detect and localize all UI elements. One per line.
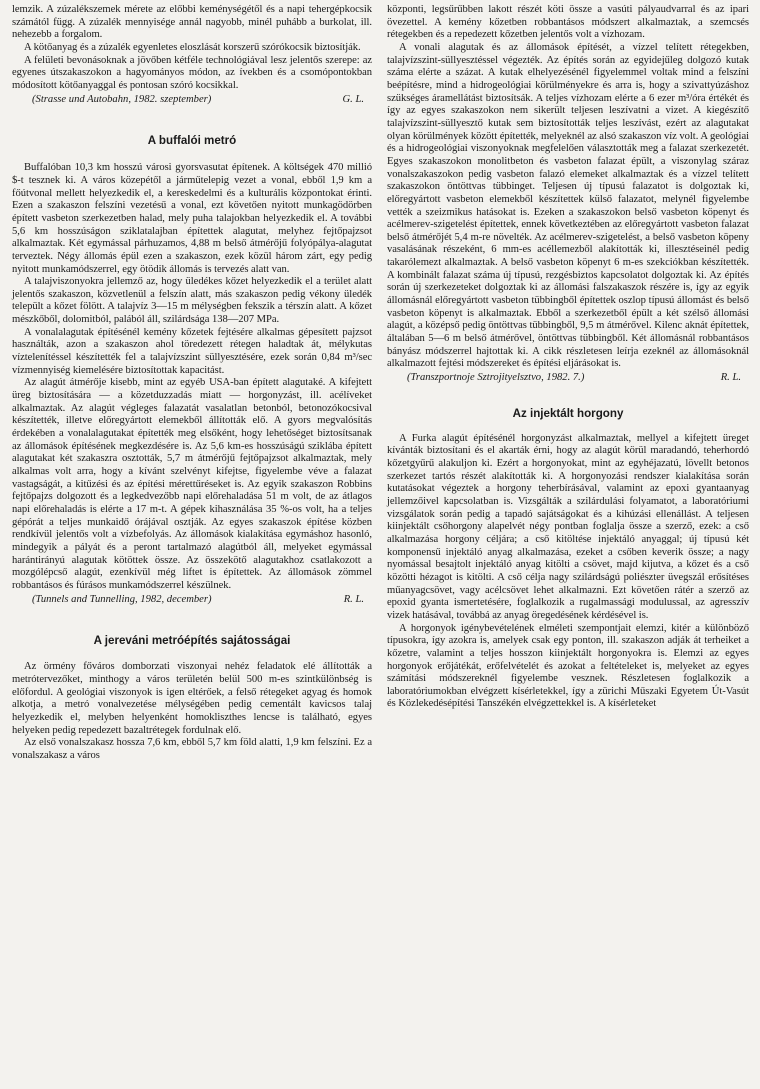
citation-author: R. L. <box>720 372 741 384</box>
citation-text: (Transzportnoje Sztrojityelsztvo, 1982. 7.) <box>407 372 585 384</box>
paragraph: központi, legsűrűbben lakott részét köti össze a vasúti pályaudvarral és az ipari övezettel. A kemény kőzetben robbantásos módszert alkalmaztak, a szemcsés rétegekben és a repedezett kőzetben jelentős volt a vízhozam. <box>387 4 749 41</box>
right-column <box>387 4 749 711</box>
paragraph: A horgonyok igénybevételének elméleti szempontjait elemzi, kitér a különböző típusokra, így azokra is, amelyek csak egy ponton, ill. szakaszon adják át terheiket a kőzetre, valamint a teljes hosszon kiinjektált horgonyokra is. Elemzi az egyes horgonyok erőjátékát, erőfelvételét és azokat a feltételeket is, melyeket az egyes számítási módszereknél figyelembe vesznek. Részletesen foglalkozik a laboratóriumokban elvégzett kísérletekkel, így a zürichi Műszaki Egyetem Út-Vasút és Közlekedésépítési Tanszékén elvégzettekkel is. A kísérleteket <box>387 622 749 710</box>
paragraph: A vonali alagutak és az állomások építését, a vízzel telített rétegekben, talajvízszint-süllyesztéssel végezték. Az építés során az egyidejűleg dolgozó kutak száma elérte a százat. A kutak elhelyezésénél figyelemmel voltak mind a felszíni beépítésre, mind a hidrogeológiai körülményekre és arra is, hogy a szivattyúzáshoz szükséges áramellátást biztosítsák. A teljes vízhozam elérte a 6 ezer m³/óra értékét és így az egyes szakaszokon nem sikerült teljesen leszívatni a vizet. A kiegészítő talajvízszint-süllyesztő kutak sem biztosították teljes leszívást, ezért az alagutakat olyan körülmények között építették, melyeknél az alsó szakaszon víz volt. A geológiai és a hidrogeológiai viszonyoknak megfelelően választották meg a falazat szerkezetét. Egyes szakaszokon monolitbeton és vasbeton falazat épült, a viszonylag száraz vonalszakaszokon pedig vasbeton falazó elemeket alkalmaztak és a vízzel telített szakaszokon öntöttvas tübbinget. Teljesen új típusú falazatot is dolgoztak ki, előregyártott vasbeton elemekből készítettek külső falazatot, melynél figyelembe vették a szeizmikus hatásokat is. Ezeken a szakaszokon belső vasbeton köpenyt és acélmerev-szigetelést építettek, ennek következtében az előregyártott vasbeton falazat belső átmérőjét 5,4 m-re növelték. Az acélmerev-szigetelést, a belső vasbeton köpeny vasalásának részeként, 6 mm-es acéllemezből alakították ki, illesztéseinél pedig takarólemezt alkalmaztak. A belső vasbeton köpenyt 6 m-es szekciókban készítették. A kombinált falazat száma új típusú, rezgésbiztos kapcsolatot dolgoztak ki. Az építés során új szerkezeteket dolgoztak ki az állomási falszakaszok részére is, így az egyik állomásnál előregyártott vasbeton tübbingből építettek oszlop típusú állomást és belső vasbeton köpenyt is alkalmaztak. Ebből a szerkezetből épült a két szélső állomási alagút, a középső pedig öntöttvas tübbingből, 9,5 m átmérővel. Kilenc aknát építettek, általában 5—6 m belső átmérővel, öntöttvas tübbingből. Két állomásnál robbantásos bányász módszerrel hajtottak ki. A cikk részletesen leírja ezeknél az állomásoknál alkalmazott fejtési módszereket és építési eljárásokat is. <box>387 41 749 370</box>
paragraph: Az első vonalszakasz hossza 7,6 km, ebből 5,7 km föld alatti, 1,9 km felszíni. Ez a vonalszakasz a város <box>12 737 372 761</box>
article-heading-buffalo: A buffalói metró <box>147 134 237 148</box>
paragraph: A vonalalagutak építésénél kemény kőzetek fejtésére alkalmas gépesített pajzsot használták, azon a szakaszon ahol töredezett rétegen haladtak át, mélykutas víztelenítéssel készítették fel a talajvízszint süllyesztésére, ezek során 0,84 m³/sec vízmennyiség kiemelésére biztosítottak kapacitást. <box>12 326 372 376</box>
article-heading-jerevan: A jereváni metróépítés sajátosságai <box>93 634 291 648</box>
source-citation <box>12 594 372 607</box>
source-citation <box>387 372 749 385</box>
citation-author: G. L. <box>342 93 364 105</box>
citation-text: (Strasse und Autobahn, 1982. szeptember) <box>32 93 212 105</box>
paragraph: A kötőanyag és a zúzalék egyenletes eloszlását korszerű szórókocsik biztosítják. <box>24 41 361 53</box>
paragraph: A Furka alagút építésénél horgonyzást alkalmaztak, mellyel a kifejtett üreget kívánták biztosítani és el akarták érni, hogy az alagút körül maradandó, teherhordó kőzetgyűrű alakuljon ki. Ezért a horgonyokat, mint az egyhéjazatú, lövellt betonos szerkezet tartós részét alakították ki. A horgonyozási rendszer kialakítása során kutatásokat végeztek a horgony teherbírásával, valamint az epoxi gyantaanyag jellemzőivel kapcsolatban is. Vizsgálták a szilárdulási folyamatot, a laboratóriumi vizsgálatok során pedig a tapadó sajátságokat és a kihúzási ellenállást. A teljesen kiinjektált csőhorgony alapelvét négy pontban foglalja össze a szerző, ezek: a cső alkalmazása horgony céljára; a cső kitöltése injektáló anyaggal; új típusú két komponensű injektáló anyag alkalmazása, ezeket a csőben keverik össze; a nagy nyomással besajtolt injektáló anyag kitölti a csövet, majd kijutva, a kőzet és a cső közötti hézagot is kitölti. A cső célja nagy szilárdságú poliészter üvegszál erősítéses műanyagcsövet, vagy acélcsövet lehet alkalmazni. Ezt követően rátér a szerző az epoxid gyanta ismertetésére, foglalkozik a rugalmassági modulussal, az agresszív vizek hatásával, továbbá az anyag öregedésének kérdésével is. <box>387 432 749 621</box>
paragraph: lemzik. A zúzalékszemek mérete az előbbi keménységétől és a napi tehergépkocsik számától függ. A zúzalék mennyisége annál nagyobb, minél puhább a burkolat, ill. nehezebb a forgalom. <box>12 4 372 41</box>
source-citation <box>12 94 372 107</box>
article-heading-horgony: Az injektált horgony <box>512 406 624 420</box>
paragraph: Az alagút átmérője kisebb, mint az egyéb USA-ban épített alagutaké. A kifejtett üreg biztosítására — a közetduzzadás miatt — horgonyzást, ill. acélíveket alkalmaztak. Az alagút végleges falazatát vasalatlan betonból, betonozókocsival készítették, illetve előregyártott elemekből állították elő. A gyors megvalósítás érdekében a vonalalagutakat építették meg elsőként, hogy lehetőséget biztosítsanak az állomások építésének megkezdésére is. Az 5,6 km-es hosszúságú sziklába épített alagutakat két szakaszra osztották, 5,7 m átmérőjű fejtőpajzsot alkalmaztak, mely alkalmas volt arra, hogy a kívánt szelvényt kifejtse, figyelembe véve a falazat vastagságát, a kitűzési és az építési mérettűréseket is. Az egyik szakaszon Robbins fejtőpajzs dolgozott és a legkedvezőbb napi előrehaladása 51 m volt, de az átlagos napi előrehaladás is elérte a 17 m-t. A gépek kihasználása 35 %-os volt, ha a teljes gépórát a teljes munkaidő órájával osztják. Az egyes szakaszok építése közben rendkívül jelentős volt a vízbefolyás. Az állomások kialakítása egymáshoz hasonló, mindegyik a pályát és a peront tartalmazó alagútból áll, melyeket egymással harántirányú alagutak kötöttek össze. Az összekötő alagutakhoz csatlakozott a mozgólépcső alagút, ezenkívül még liftet is építettek. Az állomások zömmel robbantásos és fúrásos munkamódszerrel készülnek. <box>12 377 372 591</box>
paragraph: Az örmény főváros domborzati viszonyai nehéz feladatok elé állították a metrótervezőket, minthogy a város területén belül 500 m-es szintkülönbség is előfordul. A geológiai viszonyok is igen eltérőek, a felső rétegeket agyag és homok alkotja, a metró vonalvezetése mélységében pedig cementált kavicsos talaj helyezkedik el, melyben helyenként homokliszthes lencse is található, egyes helyeken pedig repedezett bazaltrétegek fordulnak elő. <box>12 661 372 736</box>
paragraph: Buffalóban 10,3 km hosszú városi gyorsvasutat építenek. A költségek 470 millió $-t tesznek ki. A város közepétől a járműtelepig vezet a vonal, ebből 1,9 km a főútvonal mellett helyezkedik el, a kereskedelmi és a kulturális központokat érinti. Ezen a szakaszon felszíni vezetésű a vonal, ezt követően nyitott munkagödörben épített vasbeton szerkezetben halad, mely puha talajokban helyezkedik el. A további 5,6 km hosszúságon sziklatalajban építettek alagutat, melyhez fejtőpajzsot alkalmaztak. Két egymással párhuzamos, 4,88 m belső átmérőjű folyópálya-alagutat terveztek. Négy állomás épül ezen a szakaszon, ezek közül három zárt, egy pedig nyitott munkamódszerrel, egy ötödik állomás is tervezés alatt van. <box>12 162 372 275</box>
paragraph: A talajviszonyokra jellemző az, hogy üledékes kőzet helyezkedik el a terület alatt jelentős szakaszon, közvetlenül a felszín alatt, más szakaszon pedig vékony üledék települt a kőzet fölött. A talajvíz 3—15 m mélységben fekszik a térszín alatt. A kőzet mészkőből, dolomitból, palából áll, szilárdsága 138—207 MPa. <box>12 276 372 326</box>
citation-author: R. L. <box>343 593 364 605</box>
citation-text: (Tunnels and Tunnelling, 1982, december) <box>32 593 212 605</box>
paragraph: A felületi bevonásoknak a jövőben kétféle technológiával lesz jelentős szerepe: az egyenes útszakaszokon a hagyományos módon, az ívekben és a csomópontokban módosított kötőanyaggal és pontosan szóró kocsikkal. <box>12 54 372 91</box>
left-column <box>12 4 372 762</box>
